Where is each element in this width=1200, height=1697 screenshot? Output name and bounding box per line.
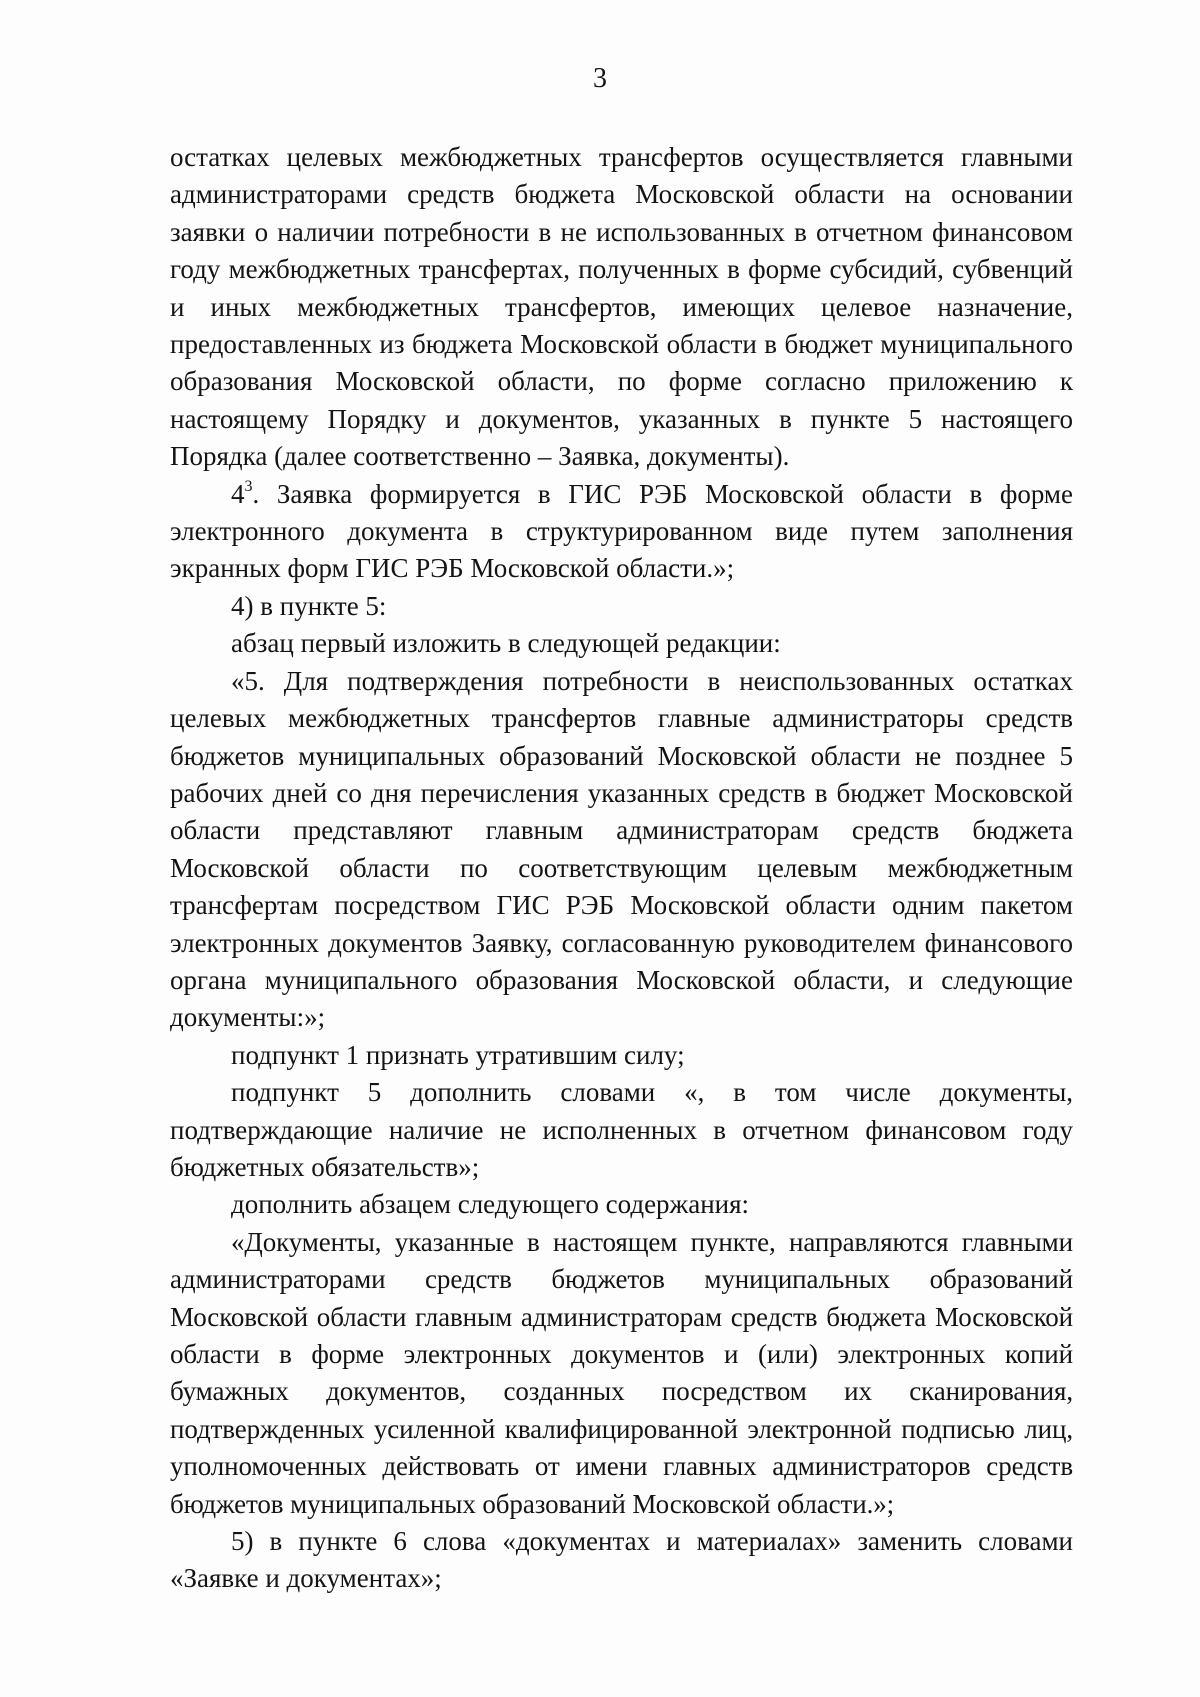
paragraph-subpoint-1: подпункт 1 признать утратившим силу; (231, 1039, 685, 1070)
paragraph-4-3-text: . Заявка формируется в ГИС РЭБ Московской области в форме электронного документа в структурированном виде путем заполнения экранных форм ГИС РЭБ Московской области.»; (170, 478, 1073, 584)
paragraph-documents: «Документы, указанные в настоящем пункте, направляются главными администраторами средств бюджетов муниципальных образований Московской области главным администраторам средств бюджета Московской области в форме электронных документов и (или) электронных копий бумажных документов, созданных посредством их сканирования, подтвержденных усиленной квалифицированной электронной подписью лиц, уполномоченных действовать от имени главных администраторов средств бюджетов муниципальных образований Московской области.»; (170, 1226, 1073, 1519)
paragraph-item-4: 4) в пункте 5: (231, 590, 387, 621)
paragraph-continuation: остатках целевых межбюджетных трансфертов осуществляется главными администраторами средств бюджета Московской области на основании заявки о наличии потребности в не использованных в отчетном финансовом году межбюджетных трансфертах, полученных в форме субсидий, субвенций и иных межбюджетных трансфертов, имеющих целевое назначение, предоставленных из бюджета Московской области в бюджет муниципального образования Московской области, по форме согласно приложению к настоящему Порядку и документов, указанных в пункте 5 настоящего Порядка (далее соответственно – Заявка, документы). (170, 142, 1073, 472)
document-body (170, 139, 1073, 1598)
paragraph-add-abzac: дополнить абзацем следующего содержания: (231, 1189, 750, 1220)
paragraph-point-5: «5. Для подтверждения потребности в неиспользованных остатках целевых межбюджетных трансфертов главные администраторы средств бюджетов муниципальных образований Московской области не позднее 5 рабочих дней со дня перечисления указанных средств в бюджет Московской области представляют главным администраторам средств бюджета Московской области по соответствующим целевым межбюджетным трансфертам посредством ГИС РЭБ Московской области одним пакетом электронных документов Заявку, согласованную руководителем финансового органа муниципального образования Московской области, и следующие документы:»; (170, 665, 1073, 1033)
paragraph-first-abzac: абзац первый изложить в следующей редакции: (231, 628, 781, 659)
paragraph-4-3-superscript: 3 (244, 477, 253, 495)
paragraph-subpoint-5: подпункт 5 дополнить словами «, в том числе документы, подтверждающие наличие не исполненных в отчетном финансовом году бюджетных обязательств»; (170, 1077, 1073, 1182)
paragraph-item-5: 5) в пункте 6 слова «документах и материалах» заменить словами «Заявке и документах»; (170, 1526, 1073, 1594)
page-number: 3 (593, 63, 607, 94)
paragraph-4-3 (170, 476, 1073, 588)
paragraph-4-3-number: 4 (231, 478, 245, 509)
